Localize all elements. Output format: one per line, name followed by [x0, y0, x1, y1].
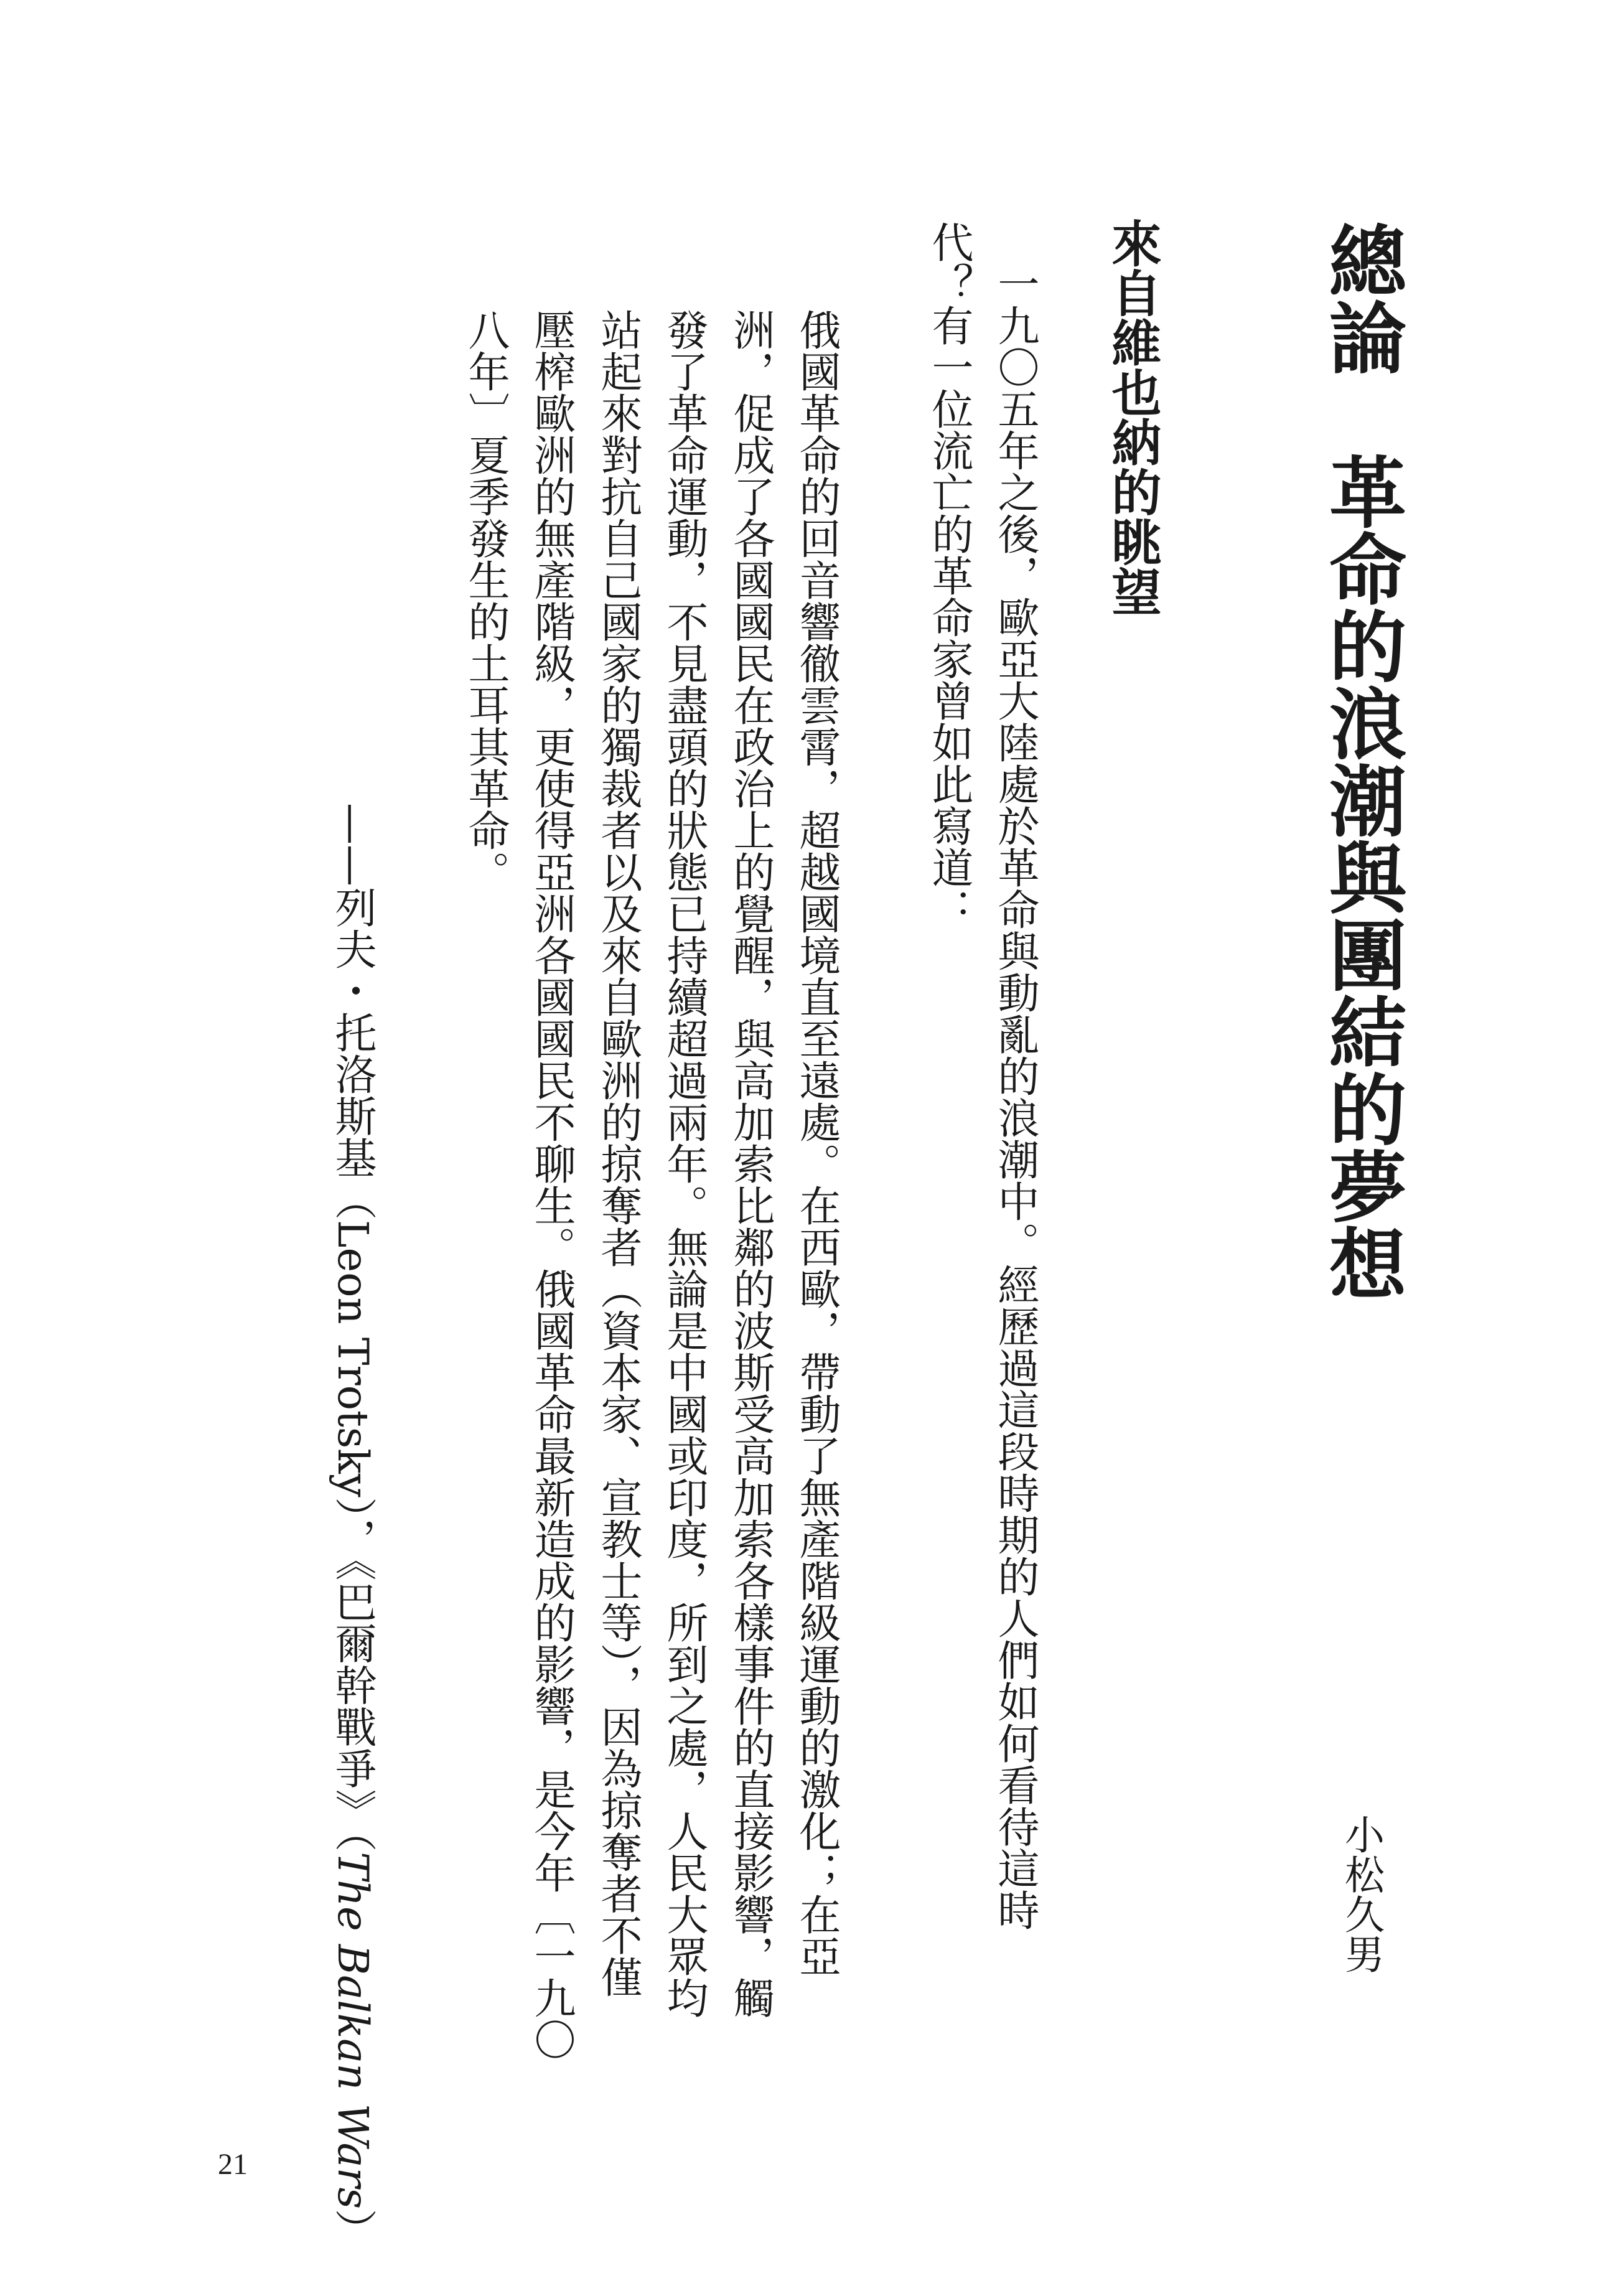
page-number: 21: [218, 2148, 248, 2181]
chapter-author: 小松久男: [1338, 1814, 1384, 1974]
attribution-book-title: The Balkan Wars: [329, 1852, 377, 2209]
quote-line-1: 俄國革命的回音響徹雲霄，超越國境直至遠處。在西歐，帶動了無產階級運動的激化；在亞: [793, 309, 841, 1977]
quote-line-5: 壓榨歐洲的無產階級，更使得亞洲各國國民不聊生。俄國革命最新造成的影響，是今年〔一九〇: [528, 309, 576, 2060]
attribution-close: ）: [329, 2209, 377, 2251]
quote-line-2: 洲，促成了各國國民在政治上的覺醒，與高加索比鄰的波斯受高加索各樣事件的直接影響，觸: [727, 309, 775, 2018]
chapter-title: 總論 革命的浪潮與團結的夢想: [1316, 221, 1406, 1301]
quote-line-4: 站起來對抗自己國家的獨裁者以及來自歐洲的掠奪者（資本家、宣教士等），因為掠奪者不僅: [594, 309, 643, 1998]
attribution-text: ——列夫・托洛斯基（Leon Trotsky），《巴爾幹戰爭》（: [329, 803, 377, 1852]
body-paragraph-line-2: 代？有一位流亡的革命家曾如此寫道：: [925, 221, 974, 930]
body-paragraph-line-1: 一九〇五年之後，歐亞大陸處於革命與動亂的浪潮中。經歷過這段時期的人們如何看待這時: [991, 263, 1040, 1931]
quote-attribution: [329, 803, 377, 2251]
section-heading: 來自維也納的眺望: [1103, 218, 1162, 616]
quote-line-3: 發了革命運動，不見盡頭的狀態已持續超過兩年。無論是中國或印度，所到之處，人民大眾均: [660, 309, 709, 2018]
quote-line-6: 八年〕夏季發生的土耳其革命。: [462, 309, 510, 893]
